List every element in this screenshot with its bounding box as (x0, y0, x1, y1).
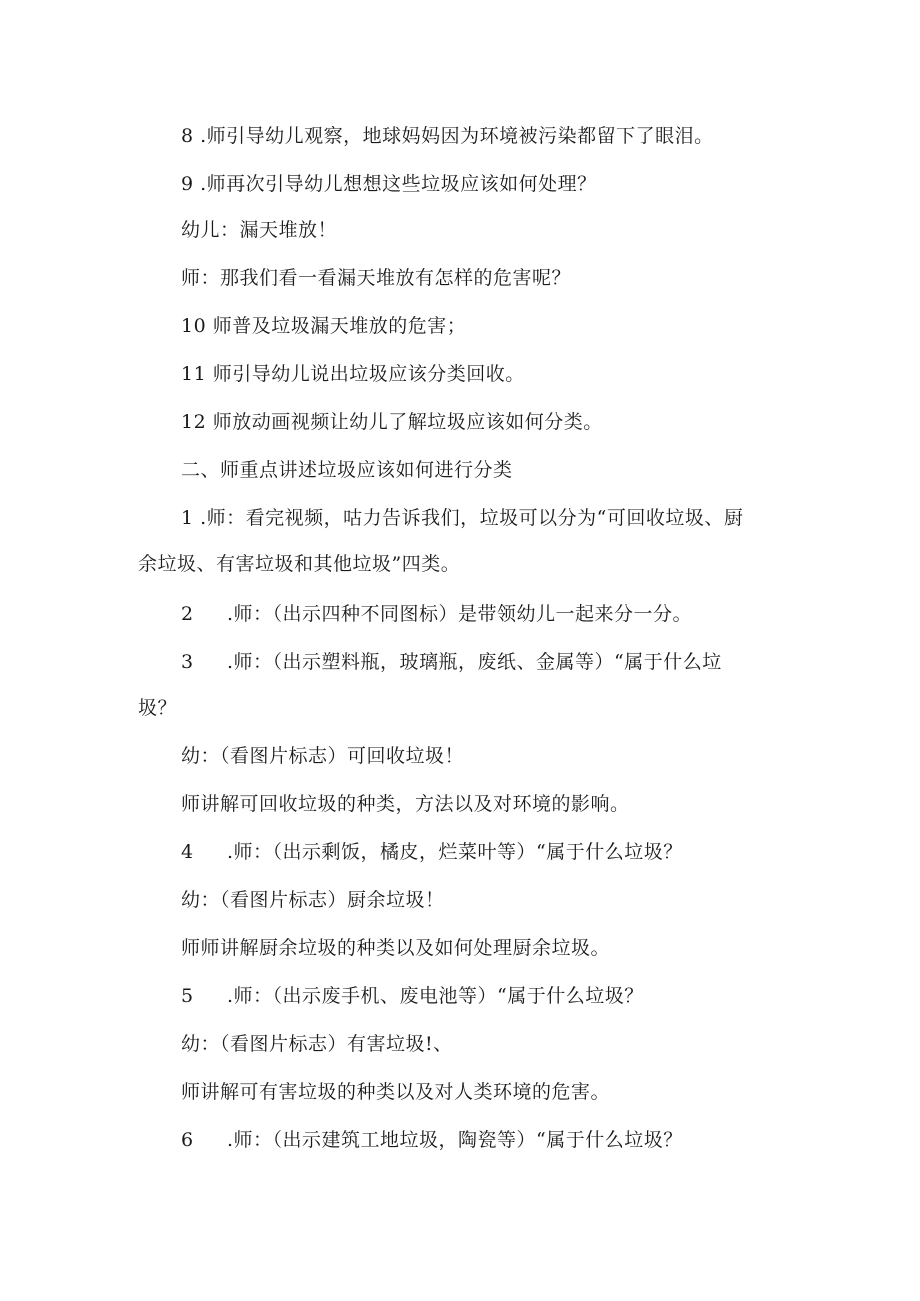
paragraph-item-4 (181, 840, 683, 864)
item-text: .师：（出示剩饭，橘皮，烂菜叶等）“属于什么垃圾？ (227, 841, 683, 863)
paragraph-explain-recyclable: 师讲解可回收垃圾的种类，方法以及对环境的影响。 (181, 793, 630, 815)
paragraph-item-2 (181, 602, 692, 626)
paragraph-item-3-line-1 (181, 650, 722, 674)
paragraph-item-5 (181, 984, 644, 1008)
section-heading-2: 二、师重点讲述垃圾应该如何进行分类 (181, 459, 513, 481)
item-number: 4 (181, 841, 194, 863)
paragraph-explain-hazardous: 师讲解可有害垃圾的种类以及对人类环境的危害。 (181, 1081, 611, 1103)
item-text: .师：（出示塑料瓶，玻璃瓶，废纸、金属等）“属于什么垃 (227, 651, 722, 673)
paragraph-step-10: 10 师普及垃圾漏天堆放的危害； (181, 315, 467, 337)
paragraph-child-answer-hazardous: 幼：（看图片标志）有害垃圾!、 (181, 1033, 453, 1055)
paragraph-item-6 (181, 1128, 683, 1152)
item-number: 6 (181, 1129, 194, 1151)
paragraph-step-12: 12 师放动画视频让幼儿了解垃圾应该如何分类。 (181, 411, 603, 433)
item-number: 3 (181, 651, 194, 673)
item-text: .师：（出示废手机、废电池等）“属于什么垃圾？ (227, 985, 644, 1007)
paragraph-explain-kitchen: 师师讲解厨余垃圾的种类以及如何处理厨余垃圾。 (181, 937, 611, 959)
paragraph-item-1-line-1: 1 .师：看完视频，咕力告诉我们，垃圾可以分为“可回收垃圾、厨 (181, 507, 744, 529)
paragraph-step-9: 9 .师再次引导幼儿想想这些垃圾应该如何处理？ (181, 173, 597, 195)
paragraph-teacher-question: 师：那我们看一看漏天堆放有怎样的危害呢？ (181, 267, 572, 289)
item-text: .师：（出示建筑工地垃圾，陶瓷等）“属于什么垃圾？ (227, 1129, 683, 1151)
paragraph-item-3-line-2: 圾？ (138, 697, 178, 719)
item-number: 5 (181, 985, 194, 1007)
paragraph-item-1-line-2: 余垃圾、有害垃圾和其他垃圾”四类。 (138, 553, 461, 575)
paragraph-child-answer-recyclable: 幼：（看图片标志）可回收垃圾！ (181, 745, 465, 767)
item-number: 2 (181, 603, 194, 625)
paragraph-child-answer-kitchen: 幼：（看图片标志）厨余垃圾！ (181, 889, 445, 911)
paragraph-child-answer-1: 幼儿：漏天堆放！ (181, 219, 338, 241)
item-text: .师：（出示四种不同图标）是带领幼儿一起来分一分。 (227, 603, 693, 625)
paragraph-step-8: 8 .师引导幼儿观察，地球妈妈因为环境被污染都留下了眼泪。 (181, 125, 714, 147)
paragraph-step-11: 11 师引导幼儿说出垃圾应该分类回收。 (181, 363, 525, 385)
